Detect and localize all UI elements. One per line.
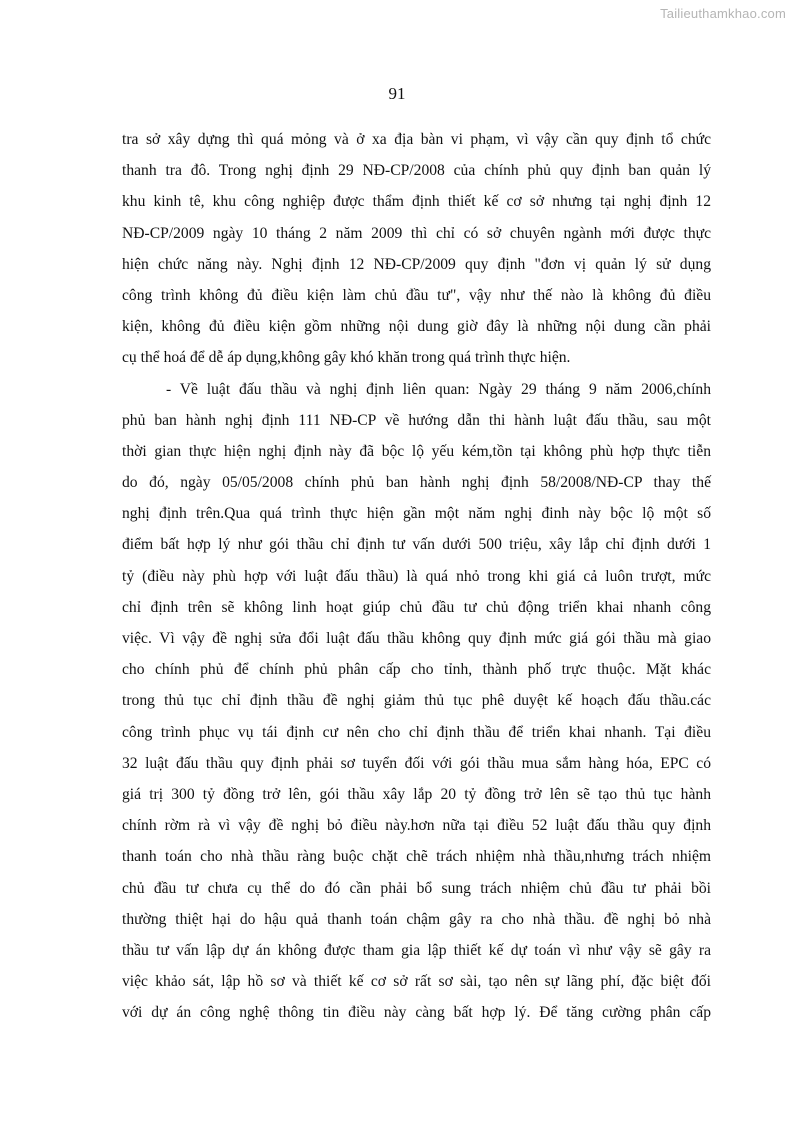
text-line: việc. Vì vậy đề nghị sửa đổi luật đấu thầu không quy định mức giá gói thầu mà giao [122, 630, 711, 647]
page-number: 91 [388, 84, 406, 103]
text-line: tỷ (điều này phù hợp với luật đấu thầu) là quá nhỏ trong khi giá cả luôn trượt, mức [122, 567, 711, 585]
text-line: do đó, ngày 05/05/2008 chính phủ ban hành nghị định 58/2008/NĐ-CP thay thế [122, 474, 711, 492]
text-line: nghị định trên.Qua quá trình thực hiện gần một năm nghị đinh này bộc lộ một số [122, 505, 711, 523]
text-line: chính rờm rà vì vậy đề nghị bỏ điều này.hơn nữa tại điều 52 luật đấu thầu quy định [122, 817, 711, 835]
text-line: chỉ định trên sẽ không linh hoạt giúp chủ đầu tư chủ động triển khai nhanh công [122, 598, 711, 616]
text-line: thời gian thực hiện nghị định này đã bộc lộ yếu kém,tồn tại không phù hợp thực tiễn [122, 442, 711, 460]
text-line: khu kinh tê, khu công nghiệp được thẩm định thiết kế cơ sở nhưng tại nghị định 12 [122, 193, 711, 211]
text-line: tra sở xây dựng thì quá mỏng và ở xa địa bàn vi phạm, vì vậy cần quy định tổ chức [122, 131, 711, 148]
text-line: phủ ban hành nghị định 111 NĐ-CP về hướng dẫn thi hành luật đấu thầu, sau một [122, 411, 711, 429]
text-line: việc khảo sát, lập hồ sơ và thiết kế cơ sở rất sơ sài, tạo nên sự lãng phí, đặc biệt đối [122, 973, 711, 991]
watermark: Tailieuthamkhao.com [660, 6, 786, 21]
text-line: cho chính phủ để chính phủ phân cấp cho tỉnh, thành phố trực thuộc. Mặt khác [122, 661, 711, 679]
text-line: cụ thể hoá để dễ áp dụng,không gây khó khăn trong quá trình thực hiện. [122, 349, 571, 367]
text-line: kiện, không đủ điều kiện gồm những nội dung giờ đây là những nội dung cần phải [122, 318, 711, 336]
text-line: thanh tra đô. Trong nghị định 29 NĐ-CP/2008 của chính phủ quy định ban quản lý [122, 162, 711, 180]
text-line: thanh toán cho nhà thầu ràng buộc chặt chẽ trách nhiệm nhà thầu,nhưng trách nhiệm [122, 848, 711, 866]
text-line: giá trị 300 tỷ đồng trở lên, gói thầu xây lắp 20 tỷ đồng trở lên sẽ tạo thủ tục hành [122, 785, 711, 803]
text-line: điểm bất hợp lý như gói thầu chỉ định tư vấn dưới 500 triệu, xây lắp chỉ định dưới 1 [122, 536, 711, 554]
text-line: công trình phục vụ tái định cư nên cho chỉ định thầu để triển khai nhanh. Tại điều [122, 723, 711, 741]
text-line: NĐ-CP/2009 ngày 10 tháng 2 năm 2009 thì chỉ có sở chuyên ngành mới được thực [122, 224, 711, 242]
text-line: - Về luật đấu thầu và nghị định liên quan: Ngày 29 tháng 9 năm 2006,chính [166, 380, 711, 398]
text-line: công trình không đủ điều kiện làm chủ đầu tư", vậy như thế nào là không đủ điều [122, 286, 711, 304]
text-line: trong thủ tục chỉ định thầu đề nghị giảm thủ tục phê duyệt kế hoạch đấu thầu.các [122, 692, 711, 710]
text-line: thầu tư vấn lập dự án không được tham gia lập thiết kế dự toán vì như vậy sẽ gây ra [122, 941, 711, 959]
text-line: chủ đầu tư chưa cụ thể do đó cần phải bổ sung trách nhiệm chủ đầu tư phải bồi [122, 879, 711, 897]
text-line: thường thiệt hại do hậu quả thanh toán chậm gây ra cho nhà thầu. đề nghị bỏ nhà [122, 910, 711, 928]
text-line: 32 luật đấu thầu quy định phải sơ tuyển đối với gói thầu mua sắm hàng hóa, EPC có [122, 754, 711, 772]
document-body [122, 124, 711, 1028]
text-line: hiện chức năng này. Nghị định 12 NĐ-CP/2009 quy định "đơn vị quản lý sử dụng [122, 255, 711, 273]
text-line: với dự án công nghệ thông tin điều này càng bất hợp lý. Để tăng cường phân cấp [122, 1004, 711, 1022]
